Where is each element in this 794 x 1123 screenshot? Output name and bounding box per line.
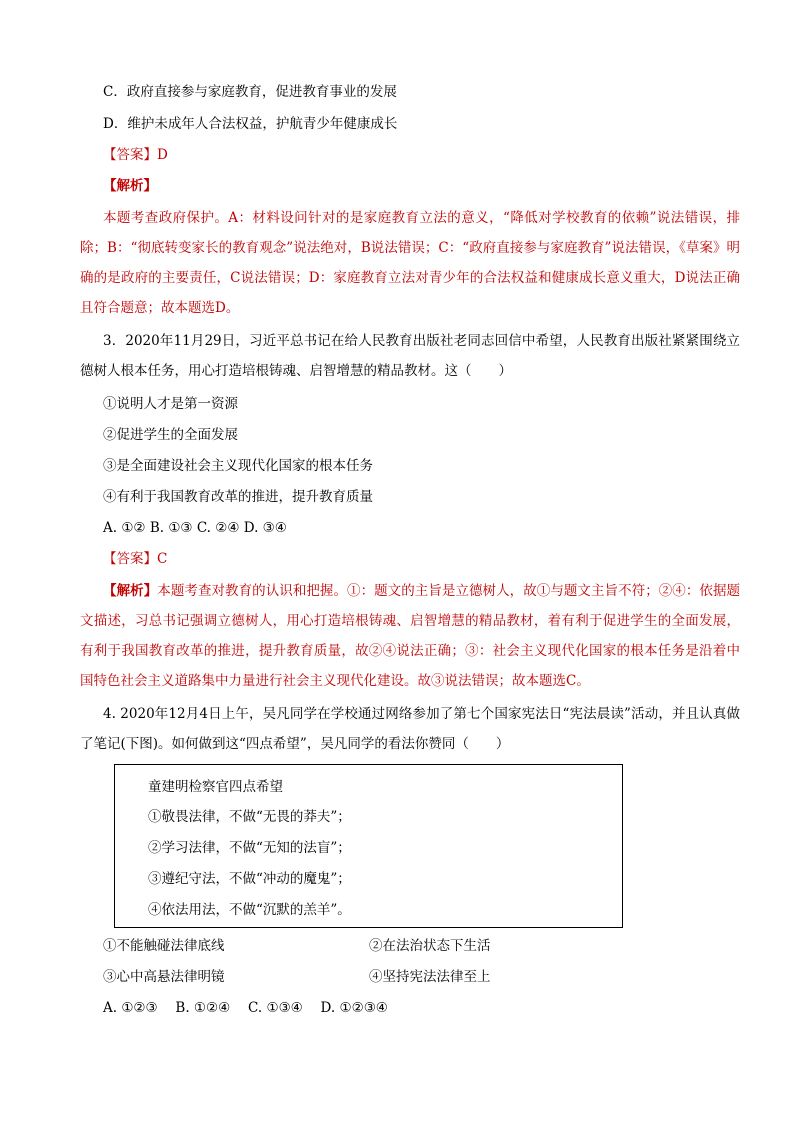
q2-answer: 【答案】D xyxy=(103,147,168,163)
notes-box-line-2: ②学习法律，不做“无知的法盲”； xyxy=(148,840,351,856)
notes-box-title: 童建明检察官四点希望 xyxy=(148,779,283,795)
q3-stem: 3．2020年11月29日，习近平总书记在给人民教育出版社老同志回信中希望，人民教育出版社紧紧围绕立德树人根本任务，用心打造培根铸魂、启智增慧的精品教材。这（ ） xyxy=(80,333,740,379)
q2-option-c: C．政府直接参与家庭教育，促进教育事业的发展 xyxy=(103,84,397,100)
q3-item-1: ①说明人才是第一资源 xyxy=(103,396,238,412)
notes-box-line-1: ①敬畏法律，不做“无畏的莽夫”； xyxy=(148,809,351,825)
q3-item-2: ②促进学生的全面发展 xyxy=(103,427,238,443)
q3-item-4: ④有利于我国教育改革的推进，提升教育质量 xyxy=(103,489,373,505)
q2-analysis-title: 【解析】 xyxy=(103,178,157,194)
notes-box-line-3: ③遵纪守法，不做“冲动的魔鬼”； xyxy=(148,871,351,887)
q4-choices: A. ①②③ B. ①②④ C. ①③④ D. ①②③④ xyxy=(103,1000,388,1016)
q3-analysis-text: 本题考查对教育的认识和把握。①：题文的主旨是立德树人，故①与题文主旨不符；②④：依据题文描述，习总书记强调立德树人，用心打造培根铸魂、启智增慧的精品教材，着有利于促进学生的全面发展，有利于我国教育改革的推进，提升教育质量，故②④说法正确；③：社会主义现代化国家的根本任务是沿着中国特色社会主义道路集中力量进行社会主义现代化建设。故③说法错误；故本题选C。 xyxy=(80,583,741,689)
q4-item-2: ②在法治状态下生活 xyxy=(369,938,491,954)
q2-option-d: D．维护未成年人合法权益，护航青少年健康成长 xyxy=(103,116,398,132)
q4-item-3: ③心中高悬法律明镜 xyxy=(103,969,225,985)
q2-analysis-text: 本题考查政府保护。A：材料设问针对的是家庭教育立法的意义，“降低对学校教育的依赖”说法错误，排除；B：“彻底转变家长的教育观念”说法绝对，B说法错误；C：“政府直接参与家庭教育”说法错误，《草案》明确的是政府的主要责任，C说法错误；D：家庭教育立法对青少年的合法权益和健康成长意义重大，D说法正确且符合题意；故本题选D。 xyxy=(80,210,740,316)
q3-answer: 【答案】C xyxy=(103,551,168,567)
notes-box xyxy=(114,764,623,928)
q4-stem: 4. 2020年12月4日上午，吴凡同学在学校通过网络参加了第七个国家宪法日“宪法晨读”活动，并且认真做了笔记(下图)。如何做到这“四点希望”，吴凡同学的看法你赞同（ ） xyxy=(80,706,740,752)
q3-item-3: ③是全面建设社会主义现代化国家的根本任务 xyxy=(103,458,373,474)
q4-item-4: ④坚持宪法法律至上 xyxy=(369,969,491,985)
q4-item-1: ①不能触碰法律底线 xyxy=(103,938,225,954)
q3-analysis xyxy=(80,576,740,696)
q3-analysis-label: 【解析】 xyxy=(103,583,158,599)
q3-choices: A. ①② B. ①③ C. ②④ D. ③④ xyxy=(103,520,287,536)
notes-box-line-4: ④依法用法，不做“沉默的羔羊”。 xyxy=(148,902,351,918)
